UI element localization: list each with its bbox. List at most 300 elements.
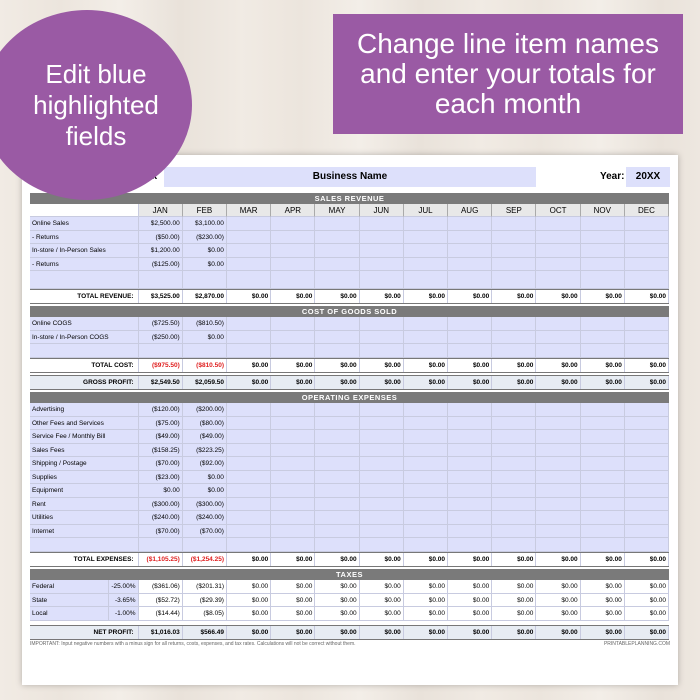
sales-row-jul[interactable] (404, 244, 448, 258)
tax-row-dec: $0.00 (625, 580, 669, 594)
sales-row-nov[interactable] (581, 258, 625, 272)
opex-row-jul[interactable] (404, 417, 448, 431)
opex-row-aug[interactable] (448, 484, 492, 498)
sales-row-may[interactable] (315, 231, 359, 245)
opex-row-aug[interactable] (448, 511, 492, 525)
opex-row-label[interactable]: Advertising (30, 403, 139, 417)
cogs-blank-row-label[interactable] (30, 344, 139, 358)
total-revenue-row-aug: $0.00 (448, 290, 492, 303)
cogs-row-label[interactable]: Online COGS (30, 317, 139, 331)
opex-row-jun[interactable] (360, 498, 404, 512)
sales-row-label[interactable]: - Returns (30, 231, 139, 245)
opex-row-jan[interactable]: ($23.00) (139, 471, 183, 485)
sales-row-feb[interactable]: ($230.00) (183, 231, 227, 245)
sales-blank-row-aug[interactable] (448, 271, 492, 289)
opex-row-feb[interactable]: ($70.00) (183, 525, 227, 539)
cogs-blank-row-jan[interactable] (139, 344, 183, 358)
opex-row-mar[interactable] (227, 471, 271, 485)
tax-row-rate[interactable]: -3.65% (109, 594, 138, 608)
opex-blank-row-sep[interactable] (492, 538, 536, 552)
opex-row-apr[interactable] (271, 417, 315, 431)
opex-row-mar[interactable] (227, 498, 271, 512)
cogs-row-dec[interactable] (625, 331, 669, 345)
tax-row-sep: $0.00 (492, 594, 536, 608)
total-expenses-row-nov: $0.00 (581, 553, 625, 566)
sales-blank-row-label[interactable] (30, 271, 139, 289)
sales-row-jun[interactable] (360, 231, 404, 245)
sales-blank-row-may[interactable] (315, 271, 359, 289)
sales-row-apr[interactable] (271, 244, 315, 258)
opex-row-nov[interactable] (581, 444, 625, 458)
opex-row-mar[interactable] (227, 511, 271, 525)
opex-row-aug[interactable] (448, 403, 492, 417)
sales-row-jul[interactable] (404, 217, 448, 231)
opex-row-label[interactable]: Equipment (30, 484, 139, 498)
sales-blank-row-oct[interactable] (536, 271, 580, 289)
opex-row-nov[interactable] (581, 430, 625, 444)
opex-row-mar[interactable] (227, 484, 271, 498)
opex-row-label[interactable]: Internet (30, 525, 139, 539)
opex-row-oct[interactable] (536, 403, 580, 417)
cogs-row-jul[interactable] (404, 317, 448, 331)
sales-row-jun[interactable] (360, 217, 404, 231)
sales-row-apr[interactable] (271, 258, 315, 272)
sales-row-oct[interactable] (536, 258, 580, 272)
total-expenses-row-label: TOTAL EXPENSES: (30, 553, 139, 566)
tax-row-rate[interactable]: -25.00% (109, 580, 138, 594)
opex-row-jun[interactable] (360, 471, 404, 485)
opex-row-sep[interactable] (492, 484, 536, 498)
opex-row-jan[interactable]: ($240.00) (139, 511, 183, 525)
sales-row-jan[interactable]: $2,500.00 (139, 217, 183, 231)
opex-row (30, 430, 669, 444)
cogs-row-may[interactable] (315, 317, 359, 331)
opex-row-oct[interactable] (536, 484, 580, 498)
cogs-row-nov[interactable] (581, 317, 625, 331)
tax-row-apr: $0.00 (271, 607, 315, 621)
opex-row-jan[interactable]: ($49.00) (139, 430, 183, 444)
sales-row-oct[interactable] (536, 244, 580, 258)
cogs-blank-row-mar[interactable] (227, 344, 271, 358)
opex-row-apr[interactable] (271, 525, 315, 539)
sales-row-oct[interactable] (536, 231, 580, 245)
opex-row-dec[interactable] (625, 471, 669, 485)
sales-row-oct[interactable] (536, 217, 580, 231)
opex-row-jun[interactable] (360, 525, 404, 539)
opex-row-may[interactable] (315, 511, 359, 525)
opex-row-sep[interactable] (492, 457, 536, 471)
opex-row-may[interactable] (315, 403, 359, 417)
opex-row-apr[interactable] (271, 430, 315, 444)
opex-row-jun[interactable] (360, 430, 404, 444)
opex-row-apr[interactable] (271, 444, 315, 458)
tax-row-jul: $0.00 (404, 607, 448, 621)
cogs-blank-row-sep[interactable] (492, 344, 536, 358)
total-cost-row (30, 358, 669, 373)
sales-row-may[interactable] (315, 244, 359, 258)
opex-row-nov[interactable] (581, 498, 625, 512)
opex-row-apr[interactable] (271, 471, 315, 485)
cogs-blank-row-feb[interactable] (183, 344, 227, 358)
opex-row-mar[interactable] (227, 525, 271, 539)
opex-row-nov[interactable] (581, 471, 625, 485)
sales-blank-row-dec[interactable] (625, 271, 669, 289)
sales-blank-row-jun[interactable] (360, 271, 404, 289)
opex-row-jul[interactable] (404, 444, 448, 458)
opex-row-oct[interactable] (536, 525, 580, 539)
cogs-row-aug[interactable] (448, 331, 492, 345)
opex-row-feb[interactable]: ($300.00) (183, 498, 227, 512)
opex-row-sep[interactable] (492, 403, 536, 417)
cogs-row-apr[interactable] (271, 317, 315, 331)
opex-blank-row-jun[interactable] (360, 538, 404, 552)
cogs-row-mar[interactable] (227, 317, 271, 331)
opex-row-feb[interactable]: ($80.00) (183, 417, 227, 431)
cogs-row-jul[interactable] (404, 331, 448, 345)
year-field[interactable]: 20XX (626, 167, 670, 187)
total-cost-row-feb: ($810.50) (183, 359, 227, 372)
tax-row-apr: $0.00 (271, 580, 315, 594)
cogs-row-apr[interactable] (271, 331, 315, 345)
opex-row-sep[interactable] (492, 417, 536, 431)
opex-row-dec[interactable] (625, 444, 669, 458)
cogs-row-jan[interactable]: ($250.00) (139, 331, 183, 345)
opex-row (30, 484, 669, 498)
cogs-blank-row-apr[interactable] (271, 344, 315, 358)
opex-row-sep[interactable] (492, 430, 536, 444)
gross-profit-row-feb: $2,059.50 (183, 376, 227, 389)
opex-row-oct[interactable] (536, 430, 580, 444)
sales-row-jan[interactable]: ($50.00) (139, 231, 183, 245)
opex-row-jul[interactable] (404, 471, 448, 485)
opex-row-aug[interactable] (448, 430, 492, 444)
month-header-feb: FEB (183, 204, 227, 217)
opex-row-sep[interactable] (492, 525, 536, 539)
sales-blank-row-feb[interactable] (183, 271, 227, 289)
sales-row-sep[interactable] (492, 244, 536, 258)
gross-profit-row-mar: $0.00 (227, 376, 271, 389)
opex-row-may[interactable] (315, 444, 359, 458)
sales-row-aug[interactable] (448, 231, 492, 245)
opex-row-apr[interactable] (271, 498, 315, 512)
opex-row-jul[interactable] (404, 525, 448, 539)
opex-row-nov[interactable] (581, 511, 625, 525)
total-expenses-row-oct: $0.00 (536, 553, 580, 566)
opex-row-feb[interactable]: $0.00 (183, 471, 227, 485)
cogs-row-aug[interactable] (448, 317, 492, 331)
opex-row-may[interactable] (315, 430, 359, 444)
cogs-row-sep[interactable] (492, 331, 536, 345)
profit-loss-sheet (22, 155, 678, 685)
opex-row-dec[interactable] (625, 484, 669, 498)
opex-row-label[interactable]: Rent (30, 498, 139, 512)
cogs-blank-row-jun[interactable] (360, 344, 404, 358)
sales-row-aug[interactable] (448, 244, 492, 258)
cogs-row-dec[interactable] (625, 317, 669, 331)
tax-row-label[interactable]: Local (30, 607, 109, 621)
opex-row-dec[interactable] (625, 430, 669, 444)
opex-row-sep[interactable] (492, 498, 536, 512)
total-expenses-row-jul: $0.00 (404, 553, 448, 566)
opex-row-may[interactable] (315, 498, 359, 512)
gross-profit-row-label: GROSS PROFIT: (30, 376, 139, 389)
sales-blank-row-jan[interactable] (139, 271, 183, 289)
tax-row-may: $0.00 (315, 607, 359, 621)
sales-blank-row-sep[interactable] (492, 271, 536, 289)
opex-row-may[interactable] (315, 457, 359, 471)
cogs-row-nov[interactable] (581, 331, 625, 345)
business-name-field[interactable]: Business Name (164, 167, 536, 187)
month-header-jun: JUN (360, 204, 404, 217)
sales-row-jan[interactable]: ($125.00) (139, 258, 183, 272)
sales-row-sep[interactable] (492, 258, 536, 272)
cogs-row-mar[interactable] (227, 331, 271, 345)
opex-row-nov[interactable] (581, 525, 625, 539)
opex-row-aug[interactable] (448, 471, 492, 485)
tax-row-rate[interactable]: -1.00% (109, 607, 138, 621)
cogs-row-oct[interactable] (536, 317, 580, 331)
opex-row-sep[interactable] (492, 511, 536, 525)
opex-blank-row-may[interactable] (315, 538, 359, 552)
opex-row-label[interactable]: Supplies (30, 471, 139, 485)
sales-row-mar[interactable] (227, 217, 271, 231)
sales-row-jul[interactable] (404, 231, 448, 245)
tax-row-label[interactable]: Federal (30, 580, 109, 594)
opex-row-dec[interactable] (625, 498, 669, 512)
sales-blank-row-apr[interactable] (271, 271, 315, 289)
opex-row-jul[interactable] (404, 430, 448, 444)
opex-row-jul[interactable] (404, 484, 448, 498)
sales-row-label[interactable]: Online Sales (30, 217, 139, 231)
opex-row-mar[interactable] (227, 430, 271, 444)
opex-blank-row-feb[interactable] (183, 538, 227, 552)
sales-blank-row-mar[interactable] (227, 271, 271, 289)
tax-row-mar: $0.00 (227, 594, 271, 608)
total-revenue-row-jan: $3,525.00 (139, 290, 183, 303)
sales-row-feb[interactable]: $0.00 (183, 244, 227, 258)
opex-row-label[interactable]: Service Fee / Monthly Bill (30, 430, 139, 444)
opex-row-label[interactable]: Utilities (30, 511, 139, 525)
gross-profit-row-aug: $0.00 (448, 376, 492, 389)
sales-revenue-header: SALES REVENUE (30, 193, 669, 204)
opex-row-nov[interactable] (581, 403, 625, 417)
sales-row-sep[interactable] (492, 217, 536, 231)
opex-blank-row-apr[interactable] (271, 538, 315, 552)
opex-row-label[interactable]: Sales Fees (30, 444, 139, 458)
opex-row-jan[interactable]: ($75.00) (139, 417, 183, 431)
opex-row-oct[interactable] (536, 511, 580, 525)
opex-row-may[interactable] (315, 417, 359, 431)
cogs-row-oct[interactable] (536, 331, 580, 345)
opex-row-oct[interactable] (536, 444, 580, 458)
opex-row-jan[interactable]: ($70.00) (139, 525, 183, 539)
sales-row (30, 244, 669, 258)
opex-row-sep[interactable] (492, 471, 536, 485)
opex-row-jan[interactable]: ($300.00) (139, 498, 183, 512)
opex-row-aug[interactable] (448, 457, 492, 471)
opex-row-jun[interactable] (360, 484, 404, 498)
opex-row-jul[interactable] (404, 498, 448, 512)
opex-row-may[interactable] (315, 471, 359, 485)
opex-row-aug[interactable] (448, 444, 492, 458)
cogs-blank-row-nov[interactable] (581, 344, 625, 358)
opex-blank-row-jan[interactable] (139, 538, 183, 552)
opex-row-label[interactable]: Other Fees and Services (30, 417, 139, 431)
sales-blank-row-jul[interactable] (404, 271, 448, 289)
opex-row-dec[interactable] (625, 525, 669, 539)
opex-row-dec[interactable] (625, 417, 669, 431)
sales-row-jan[interactable]: $1,200.00 (139, 244, 183, 258)
opex-row (30, 511, 669, 525)
opex-blank-row-nov[interactable] (581, 538, 625, 552)
opex-row-may[interactable] (315, 525, 359, 539)
opex-row-mar[interactable] (227, 403, 271, 417)
sales-row-mar[interactable] (227, 231, 271, 245)
opex-row-jun[interactable] (360, 417, 404, 431)
sales-row-nov[interactable] (581, 217, 625, 231)
opex-row-jul[interactable] (404, 457, 448, 471)
opex-row-sep[interactable] (492, 444, 536, 458)
opex-row-feb[interactable]: ($49.00) (183, 430, 227, 444)
opex-row-aug[interactable] (448, 498, 492, 512)
cogs-row-jan[interactable]: ($725.50) (139, 317, 183, 331)
sales-row-apr[interactable] (271, 231, 315, 245)
opex-row-jun[interactable] (360, 444, 404, 458)
opex-row-feb[interactable]: $0.00 (183, 484, 227, 498)
sales-row-nov[interactable] (581, 231, 625, 245)
total-cost-row-sep: $0.00 (492, 359, 536, 372)
tax-row-nov: $0.00 (581, 580, 625, 594)
opex-blank-row-aug[interactable] (448, 538, 492, 552)
opex-blank-row-oct[interactable] (536, 538, 580, 552)
sales-row-dec[interactable] (625, 244, 669, 258)
sales-row-aug[interactable] (448, 258, 492, 272)
tax-row-feb: ($8.05) (183, 607, 227, 621)
sales-row-apr[interactable] (271, 217, 315, 231)
opex-row-oct[interactable] (536, 471, 580, 485)
opex-row-aug[interactable] (448, 417, 492, 431)
opex-row-mar[interactable] (227, 457, 271, 471)
opex-blank-row-dec[interactable] (625, 538, 669, 552)
opex-row-jan[interactable]: ($158.25) (139, 444, 183, 458)
opex-row (30, 417, 669, 431)
opex-row (30, 403, 669, 417)
cogs-blank-row-aug[interactable] (448, 344, 492, 358)
opex-row-oct[interactable] (536, 457, 580, 471)
tax-row (30, 607, 669, 621)
opex-blank-row-mar[interactable] (227, 538, 271, 552)
sales-row-jun[interactable] (360, 244, 404, 258)
sales-row-dec[interactable] (625, 231, 669, 245)
opex-row-nov[interactable] (581, 417, 625, 431)
sales-row-label[interactable]: In-store / In-Person Sales (30, 244, 139, 258)
cogs-row-may[interactable] (315, 331, 359, 345)
opex-row-nov[interactable] (581, 457, 625, 471)
opex-row-jun[interactable] (360, 511, 404, 525)
sales-row-sep[interactable] (492, 231, 536, 245)
opex-row-feb[interactable]: ($240.00) (183, 511, 227, 525)
sales-row-may[interactable] (315, 217, 359, 231)
opex-row-oct[interactable] (536, 498, 580, 512)
sales-row-label[interactable]: - Returns (30, 258, 139, 272)
sales-row-dec[interactable] (625, 217, 669, 231)
cogs-row-jun[interactable] (360, 317, 404, 331)
cogs-blank-row (30, 344, 669, 358)
sales-row-feb[interactable]: $3,100.00 (183, 217, 227, 231)
opex-row-jun[interactable] (360, 457, 404, 471)
total-expenses-row-aug: $0.00 (448, 553, 492, 566)
total-cost-row-label: TOTAL COST: (30, 359, 139, 372)
total-revenue-row-mar: $0.00 (227, 290, 271, 303)
cogs-row-jun[interactable] (360, 331, 404, 345)
month-header-row (30, 204, 669, 217)
opex-row-jul[interactable] (404, 403, 448, 417)
tax-row-label[interactable]: State (30, 594, 109, 608)
sales-row-feb[interactable]: $0.00 (183, 258, 227, 272)
opex-blank-row-label[interactable] (30, 538, 139, 552)
opex-row-feb[interactable]: ($223.25) (183, 444, 227, 458)
opex-row-nov[interactable] (581, 484, 625, 498)
opex-row-feb[interactable]: ($92.00) (183, 457, 227, 471)
cogs-blank-row-jul[interactable] (404, 344, 448, 358)
total-cost-row-jul: $0.00 (404, 359, 448, 372)
cogs-row-feb[interactable]: ($810.50) (183, 317, 227, 331)
opex-row-feb[interactable]: ($200.00) (183, 403, 227, 417)
tax-row-mar: $0.00 (227, 607, 271, 621)
opex-row-dec[interactable] (625, 511, 669, 525)
sales-row-mar[interactable] (227, 258, 271, 272)
opex-row-apr[interactable] (271, 457, 315, 471)
opex-row-label[interactable]: Shipping / Postage (30, 457, 139, 471)
sales-blank-row-nov[interactable] (581, 271, 625, 289)
sales-row-nov[interactable] (581, 244, 625, 258)
cogs-row-label[interactable]: In-store / In-Person COGS (30, 331, 139, 345)
month-header-dec: DEC (625, 204, 669, 217)
opex-row-apr[interactable] (271, 511, 315, 525)
opex-row-apr[interactable] (271, 403, 315, 417)
cogs-row-sep[interactable] (492, 317, 536, 331)
sales-row-mar[interactable] (227, 244, 271, 258)
cogs-blank-row-may[interactable] (315, 344, 359, 358)
total-cost-row-may: $0.00 (315, 359, 359, 372)
cogs-row-feb[interactable]: $0.00 (183, 331, 227, 345)
opex-row-jun[interactable] (360, 403, 404, 417)
opex-row-jan[interactable]: $0.00 (139, 484, 183, 498)
opex-row (30, 457, 669, 471)
sales-row-jun[interactable] (360, 258, 404, 272)
opex-row-dec[interactable] (625, 457, 669, 471)
cogs-blank-row-oct[interactable] (536, 344, 580, 358)
sales-row-dec[interactable] (625, 258, 669, 272)
opex-row-jul[interactable] (404, 511, 448, 525)
sales-row-jul[interactable] (404, 258, 448, 272)
opex-row-jan[interactable]: ($70.00) (139, 457, 183, 471)
opex-row-apr[interactable] (271, 484, 315, 498)
opex-row-jan[interactable]: ($120.00) (139, 403, 183, 417)
opex-row-aug[interactable] (448, 525, 492, 539)
opex-blank-row-jul[interactable] (404, 538, 448, 552)
sales-row-aug[interactable] (448, 217, 492, 231)
sales-row-may[interactable] (315, 258, 359, 272)
opex-row-mar[interactable] (227, 417, 271, 431)
opex-row-mar[interactable] (227, 444, 271, 458)
opex-row-may[interactable] (315, 484, 359, 498)
cogs-blank-row-dec[interactable] (625, 344, 669, 358)
tax-row-jan: ($52.72) (139, 594, 183, 608)
opex-row-dec[interactable] (625, 403, 669, 417)
net-profit-row-label: NET PROFIT: (30, 626, 139, 639)
opex-row-oct[interactable] (536, 417, 580, 431)
